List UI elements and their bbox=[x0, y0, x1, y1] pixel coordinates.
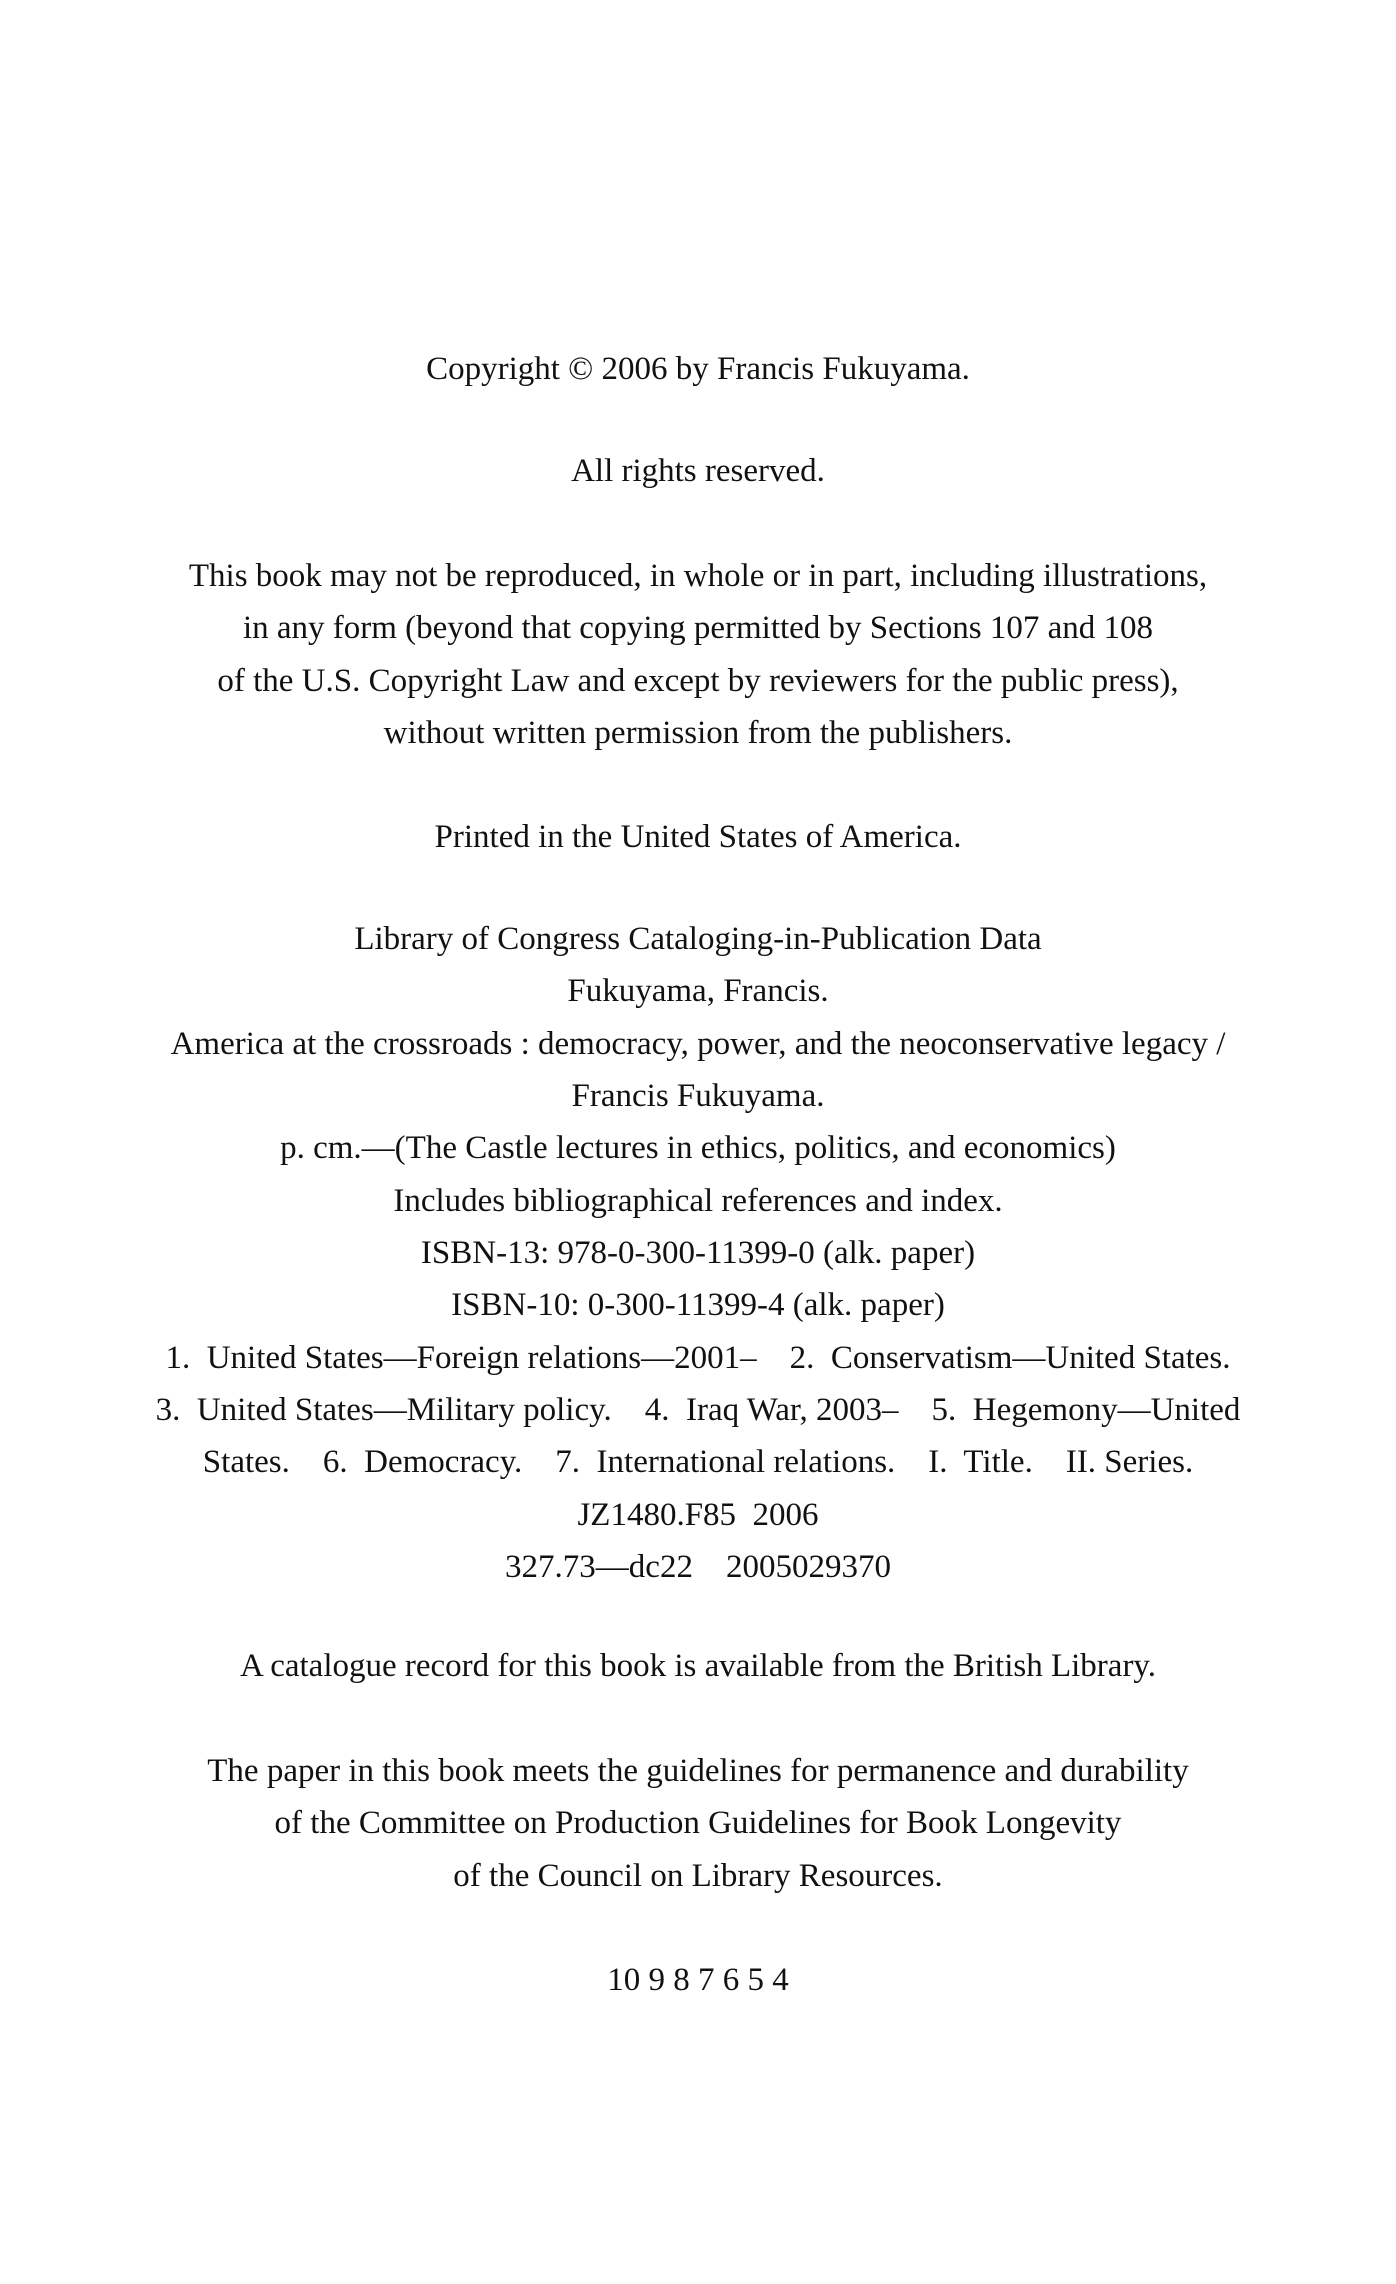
paper-line: of the Committee on Production Guidelines for Book Longevity bbox=[274, 1805, 1122, 1841]
rights-line: All rights reserved. bbox=[571, 453, 825, 489]
cip-line: Francis Fukuyama. bbox=[571, 1078, 825, 1114]
printed-line: Printed in the United States of America. bbox=[434, 819, 962, 855]
cip-line: States. 6. Democracy. 7. International relations. I. Title. II. Series. bbox=[202, 1444, 1194, 1480]
copyright-line: Copyright © 2006 by Francis Fukuyama. bbox=[426, 351, 970, 387]
cip-line: Includes bibliographical references and index. bbox=[393, 1183, 1003, 1219]
cip-line: p. cm.—(The Castle lectures in ethics, politics, and economics) bbox=[280, 1130, 1116, 1166]
cip-line: America at the crossroads : democracy, power, and the neoconservative legacy / bbox=[170, 1026, 1226, 1062]
notice-line: This book may not be reproduced, in whole or in part, including illustrations, bbox=[188, 558, 1208, 594]
cip-line: Fukuyama, Francis. bbox=[567, 973, 829, 1009]
cip-line: ISBN-13: 978-0-300-11399-0 (alk. paper) bbox=[420, 1235, 976, 1271]
notice-line: without written permission from the publishers. bbox=[383, 715, 1013, 751]
printing-line: 10 9 8 7 6 5 4 bbox=[607, 1962, 789, 1998]
british-library-line: A catalogue record for this book is available from the British Library. bbox=[239, 1648, 1157, 1684]
cip-line: Library of Congress Cataloging-in-Publication Data bbox=[354, 921, 1042, 957]
cip-line: 1. United States—Foreign relations—2001– 2. Conservatism—United States. bbox=[165, 1340, 1231, 1376]
notice-line: of the U.S. Copyright Law and except by reviewers for the public press), bbox=[217, 663, 1179, 699]
cip-line: 327.73—dc22 2005029370 bbox=[505, 1549, 891, 1585]
notice-line: in any form (beyond that copying permitted by Sections 107 and 108 bbox=[242, 610, 1154, 646]
paper-line: of the Council on Library Resources. bbox=[453, 1858, 943, 1894]
cip-line: JZ1480.F85 2006 bbox=[577, 1497, 819, 1533]
cip-line: ISBN-10: 0-300-11399-4 (alk. paper) bbox=[451, 1287, 945, 1323]
cip-line: 3. United States—Military policy. 4. Iraq War, 2003– 5. Hegemony—United bbox=[155, 1392, 1241, 1428]
paper-line: The paper in this book meets the guidelines for permanence and durability bbox=[207, 1753, 1189, 1789]
